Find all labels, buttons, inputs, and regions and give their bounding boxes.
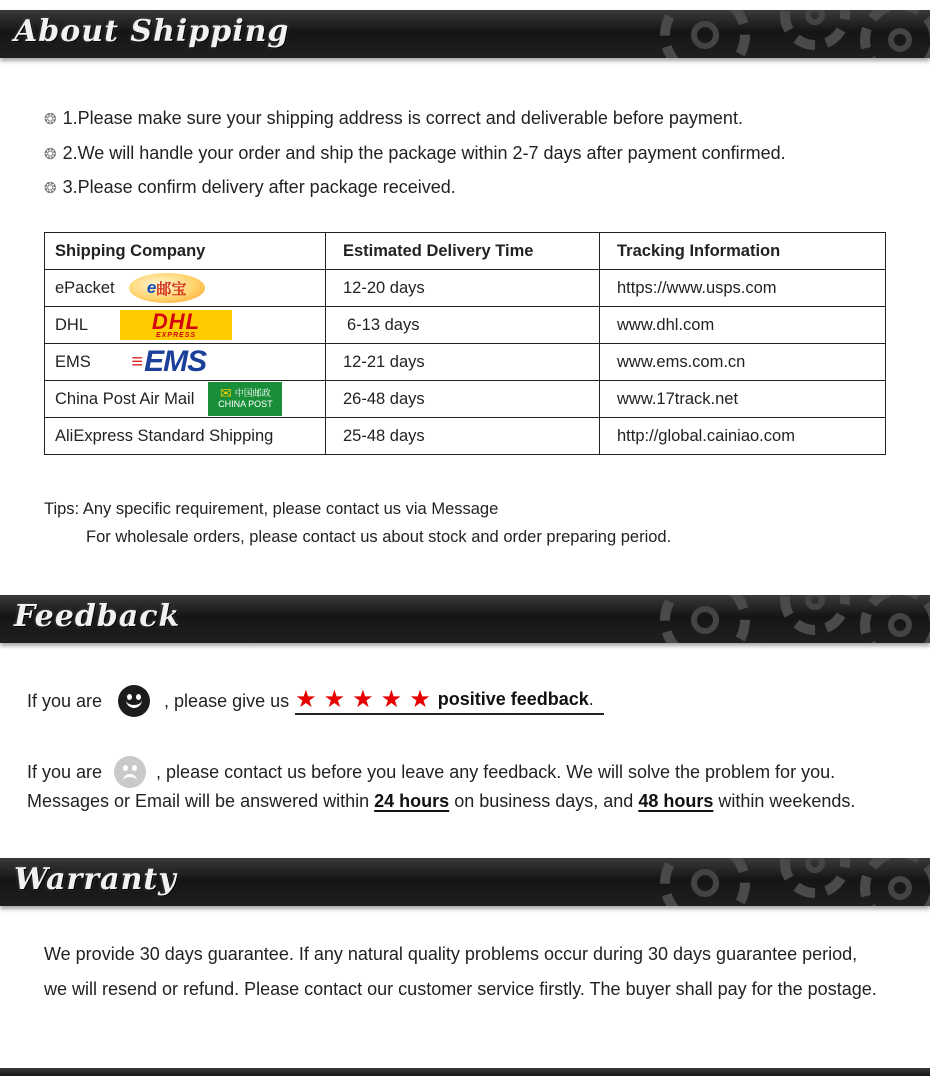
gear-icon: [860, 858, 930, 906]
sad-face-icon: [114, 756, 146, 788]
column-header: Estimated Delivery Time: [326, 233, 600, 270]
feedback-positive-line: If you are , please give us ★ ★ ★ ★ ★ positive feedback .: [27, 685, 604, 717]
table-row: [45, 381, 886, 418]
gear-bullet-icon: ❂: [44, 145, 57, 163]
company-name: DHL: [55, 315, 89, 334]
tracking-info: www.ems.com.cn: [600, 344, 886, 381]
section-title: Feedback: [14, 599, 181, 634]
delivery-time: 25-48 days: [326, 418, 600, 455]
table-row: [45, 418, 886, 455]
delivery-time: 6-13 days: [326, 307, 600, 344]
list-item: ❂ 2.We will handle your order and ship the package within 2-7 days after payment confirmed.: [44, 142, 786, 163]
china-post-icon: ✉: [220, 385, 232, 401]
tips-line: Tips: Any specific requirement, please contact us via Message: [44, 500, 499, 518]
star-icon: ★: [352, 685, 374, 713]
dhl-logo: DHL EXPRESS: [120, 310, 232, 340]
tips: [44, 500, 671, 547]
delivery-time: 12-21 days: [326, 344, 600, 381]
table-row: [45, 344, 886, 381]
section-title: About Shipping: [14, 14, 290, 49]
epacket-logo: e 邮宝: [129, 273, 205, 303]
star-icon: ★: [323, 685, 346, 713]
tracking-info: www.17track.net: [600, 381, 886, 418]
section-title: Warranty: [14, 862, 177, 897]
gear-icon: [780, 595, 850, 635]
positive-feedback-link[interactable]: ★ ★ ★ ★ ★ positive feedback .: [295, 688, 604, 715]
star-icon: ★: [295, 685, 317, 713]
column-header: Tracking Information: [600, 233, 886, 270]
gear-icon: [780, 10, 850, 50]
star-icon: ★: [380, 685, 403, 713]
star-rating: [295, 685, 438, 713]
company-name: ePacket: [55, 278, 115, 297]
response-time-48h: 48 hours: [638, 791, 714, 811]
gear-bullet-icon: ❂: [44, 111, 57, 128]
tracking-info: https://www.usps.com: [600, 270, 886, 307]
warranty-banner: [0, 858, 930, 906]
table-row: [45, 270, 886, 307]
star-icon: ★: [409, 685, 431, 713]
feedback-negative-line: If you are , please contact us before you leave any feedback. We will solve the problem for you.: [27, 756, 835, 788]
shipping-points: [44, 106, 786, 210]
table-header-row: [45, 233, 886, 270]
tips-line: For wholesale orders, please contact us about stock and order preparing period.: [86, 528, 672, 546]
gear-icon: [660, 10, 750, 58]
china-post-logo: ✉ 中国邮政 CHINA POST: [208, 382, 282, 416]
company-name: EMS: [55, 352, 91, 371]
tracking-info: www.dhl.com: [600, 307, 886, 344]
company-name: AliExpress Standard Shipping: [45, 418, 326, 455]
gear-icon: [860, 10, 930, 58]
tracking-info: http://global.cainiao.com: [600, 418, 886, 455]
list-item: ❂ 1.Please make sure your shipping address is correct and deliverable before payment.: [44, 108, 743, 128]
bottom-divider: [0, 1068, 930, 1076]
gear-icon: [860, 595, 930, 643]
column-header: Shipping Company: [45, 233, 326, 270]
delivery-time: 26-48 days: [326, 381, 600, 418]
about-shipping-banner: [0, 10, 930, 58]
delivery-time: 12-20 days: [326, 270, 600, 307]
company-name: China Post Air Mail: [55, 389, 195, 408]
list-item: ❂ 3.Please confirm delivery after package received.: [44, 177, 456, 197]
response-time-24h: 24 hours: [374, 791, 450, 811]
gear-icon: [780, 858, 850, 898]
happy-face-icon: [118, 685, 150, 717]
gear-icon: [660, 595, 750, 643]
gear-bullet-icon: ❂: [44, 180, 57, 197]
gear-icon: [660, 858, 750, 906]
ems-logo: ≡ EMS: [119, 346, 219, 378]
feedback-response-line: Messages or Email will be answered within 24 hours on business days, and 48 hours within weekends.: [27, 791, 856, 811]
feedback-banner: [0, 595, 930, 643]
shipping-table: [44, 232, 886, 455]
table-row: [45, 307, 886, 344]
warranty-text: We provide 30 days guarantee. If any natural quality problems occur during 30 days guarantee period, we will resend or refund. Please contact our customer service firstly. The buyer shall pay for the postage.: [44, 944, 877, 999]
